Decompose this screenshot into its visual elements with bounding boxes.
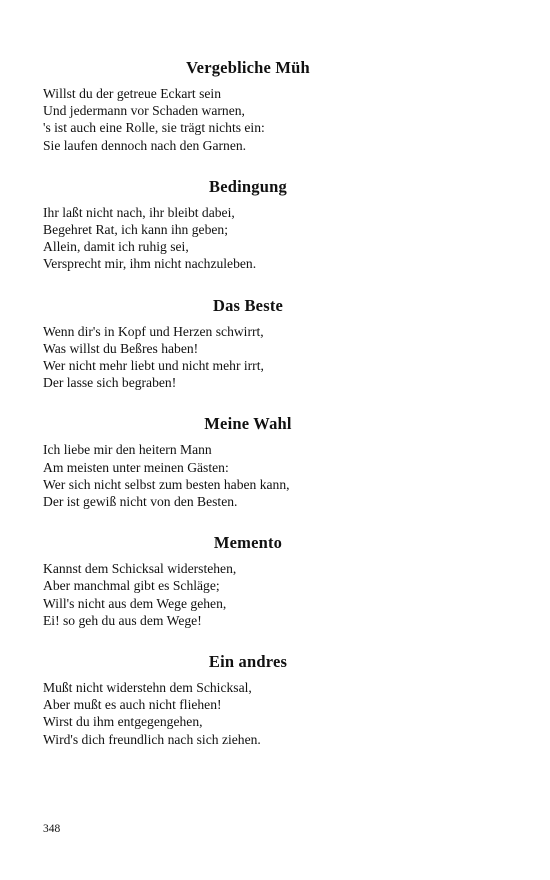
poem-bedingung [43,176,453,273]
poem-line: 's ist auch eine Rolle, sie trägt nichts ein: [43,120,265,136]
poem-title: Vergebliche Müh [186,58,310,77]
poem-line: Mußt nicht widerstehn dem Schicksal, [43,680,252,696]
poem-title: Bedingung [209,176,287,196]
poem-ein-andres [43,651,453,748]
poem-line: Wer nicht mehr liebt und nicht mehr irrt, [43,358,264,374]
poem-stanza [43,441,453,510]
poem-line: Wenn dir's in Kopf und Herzen schwirrt, [43,323,264,339]
poem-stanza [43,204,453,273]
poem-line: Sie laufen dennoch nach den Garnen. [43,137,247,153]
poem-line: Allein, damit ich ruhig sei, [43,239,189,255]
poem-line: Ei! so geh du aus dem Wege! [43,612,202,628]
poem-title: Meine Wahl [204,414,292,434]
poem-line: Versprecht mir, ihm nicht nachzuleben. [43,256,257,272]
poem-line: Kannst dem Schicksal widerstehen, [43,561,237,577]
poem-line: Wer sich nicht selbst zum besten haben kann, [43,476,290,492]
poem-line: Ich liebe mir den heitern Mann [43,442,212,458]
poem-line: Aber manchmal gibt es Schläge; [43,578,220,594]
poem-stanza [43,679,453,748]
poem-memento [43,532,453,629]
poem-line: Aber mußt es auch nicht fliehen! [43,697,222,713]
poem-stanza [43,85,453,154]
poem-title: Ein andres [208,652,288,672]
poem-title: Das Beste [212,295,284,315]
poem-stanza [43,323,453,392]
page-number: 348 [43,823,61,835]
poem-line: Am meisten unter meinen Gästen: [43,459,229,475]
poem-line: Wird's dich freundlich nach sich ziehen. [43,731,261,747]
poem-das-beste [43,295,453,392]
poem-line: Will's nicht aus dem Wege gehen, [43,595,227,611]
poem-line: Der lasse sich begraben! [43,375,177,391]
poem-meine-wahl [43,413,453,510]
poem-line: Und jedermann vor Schaden warnen, [43,103,245,119]
poem-line: Ihr laßt nicht nach, ihr bleibt dabei, [43,204,235,220]
poem-stanza [43,560,453,629]
poem-collection [43,57,453,770]
poem-title: Memento [213,533,283,553]
poem-line: Wirst du ihm entgegengehen, [43,714,203,730]
poem-line: Was willst du Beßres haben! [43,340,199,356]
poem-line: Der ist gewiß nicht von den Besten. [43,494,238,510]
poem-line: Willst du der getreue Eckart sein [43,86,221,101]
poem-vergebliche-muh [43,57,453,154]
poem-line: Begehret Rat, ich kann ihn geben; [43,222,228,238]
